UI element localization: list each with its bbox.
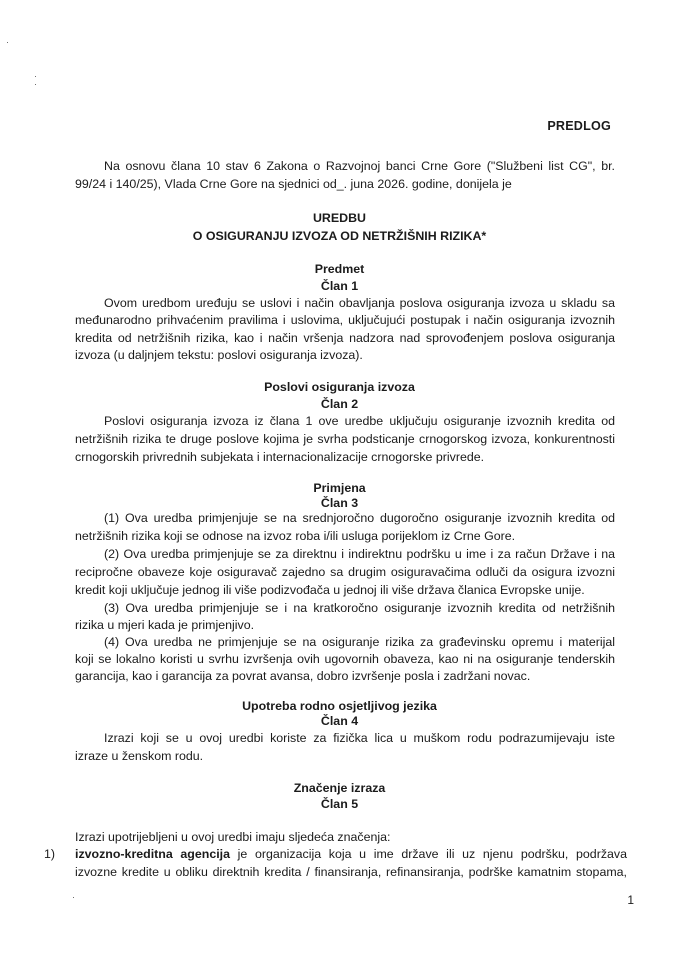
- scan-mark: ·: [34, 79, 37, 89]
- article-number: Član 3: [320, 496, 359, 510]
- paragraph-line: garancija, kao i garancija za povrat avansa, dobro izvršenje posla i zadržani novac.: [75, 669, 531, 683]
- paragraph-line: Poslovi osiguranja izvoza iz člana 1 ove uredbe uključuju osiguranje izvoznih kredita od: [104, 414, 615, 428]
- paragraph-line: netržišnih rizika te druge poslove kojima je svrha podsticanje crnogorskog izvoza, konkurentnosti: [75, 432, 615, 446]
- scan-mark: ·: [6, 37, 9, 47]
- paragraph-line: (1) Ova uredba primjenjuje se na srednjoročno dugoročno osiguranje izvoznih kredita od: [104, 511, 615, 525]
- paragraph-line: Izrazi koji se u ovoj uredbi koriste za fizička lica u muškom rodu podrazumijevaju iste: [104, 731, 615, 745]
- article-number: Član 4: [320, 714, 359, 728]
- document-subtitle: O OSIGURANJU IZVOZA OD NETRŽIŠNIH RIZIKA*: [192, 229, 487, 243]
- paragraph-line: međunarodno prihvaćenim pravilima i uslovima, uključujući postupak i način osiguranja izvoznih: [75, 313, 615, 327]
- article-number: Član 1: [320, 279, 359, 293]
- draft-label: PREDLOG: [547, 119, 611, 133]
- intro-line: Na osnovu člana 10 stav 6 Zakona o Razvojnoj banci Crne Gore ("Službeni list CG", br.: [104, 159, 615, 173]
- paragraph-line: izraze u ženskom rodu.: [75, 749, 204, 763]
- paragraph-line: crnogorskih privrednih subjekata i internacionalizacije crnogorske privrede.: [75, 450, 485, 464]
- paragraph-line: kredita od netržišnih rizika, kao i način vršenja nadzora nad sprovođenjem poslova osiguranja: [75, 331, 615, 345]
- article-heading: Primjena: [313, 481, 366, 495]
- list-item-line: [75, 847, 627, 862]
- article-heading: Predmet: [314, 262, 365, 276]
- scan-mark: ·: [72, 892, 75, 902]
- paragraph-line: (2) Ova uredba primjenjuje se za direktnu i indirektnu podršku u ime i za račun Države i na: [104, 547, 615, 561]
- article-number: Član 5: [320, 797, 359, 811]
- paragraph-line: kredit koji uključuje jednog ili više podizvođača u jednoj ili više država članica Evropske unije.: [75, 583, 585, 597]
- paragraph-line: izvoza (u daljnjem tekstu: poslovi osiguranja izvoza).: [75, 348, 363, 362]
- paragraph-line: koji se lokalno koristi u svrhu izvršenja ovih ugovornih obaveza, kao ni na osiguranje tenderskih: [75, 652, 615, 666]
- list-item-line: izvozne kredite u obliku direktnih kredita / finansiranja, refinansiranja, podrške kamatnim stopama,: [75, 865, 627, 879]
- intro-line: 99/24 i 140/25), Vlada Crne Gore na sjednici od_. juna 2026. godine, donijela je: [75, 177, 512, 191]
- paragraph-line: netržišnih rizika koji se odnose na izvoz roba i/ili usluga porijeklom iz Crne Gore.: [75, 529, 516, 543]
- paragraph-line: recipročne obaveze koje osiguravač zajedno sa drugim osiguravačima odluči da osigura izvozni: [75, 565, 615, 579]
- paragraph-line: (3) Ova uredba primjenjuje se i na kratkoročno osiguranje izvoznih kredita od netržišnih: [104, 601, 615, 615]
- article-heading: Upotreba rodno osjetljivog jezika: [242, 699, 437, 713]
- definition-text: je organizacija koja u ime države ili uz njenu podršku, podržava: [230, 847, 627, 861]
- paragraph-line: Ovom uredbom uređuju se uslovi i način obavljanja poslova osiguranja izvoza u skladu sa: [104, 296, 615, 310]
- article-number: Član 2: [320, 397, 359, 411]
- defined-term: izvozno-kreditna agencija: [75, 847, 231, 861]
- article-heading: Značenje izraza: [293, 781, 386, 795]
- paragraph-line: Izrazi upotrijebljeni u ovoj uredbi imaju sljedeća značenja:: [75, 830, 391, 844]
- paragraph-line: (4) Ova uredba ne primjenjuje se na osiguranje rizika za građevinsku opremu i materijal: [104, 635, 615, 649]
- paragraph-line: rizika u mjeri kada je primjenjivo.: [75, 618, 255, 632]
- document-title: UREDBU: [312, 211, 366, 225]
- list-item-number: 1): [44, 847, 56, 861]
- scan-mark: ·: [34, 71, 37, 81]
- article-heading: Poslovi osiguranja izvoza: [264, 380, 415, 394]
- page-number: 1: [627, 893, 634, 907]
